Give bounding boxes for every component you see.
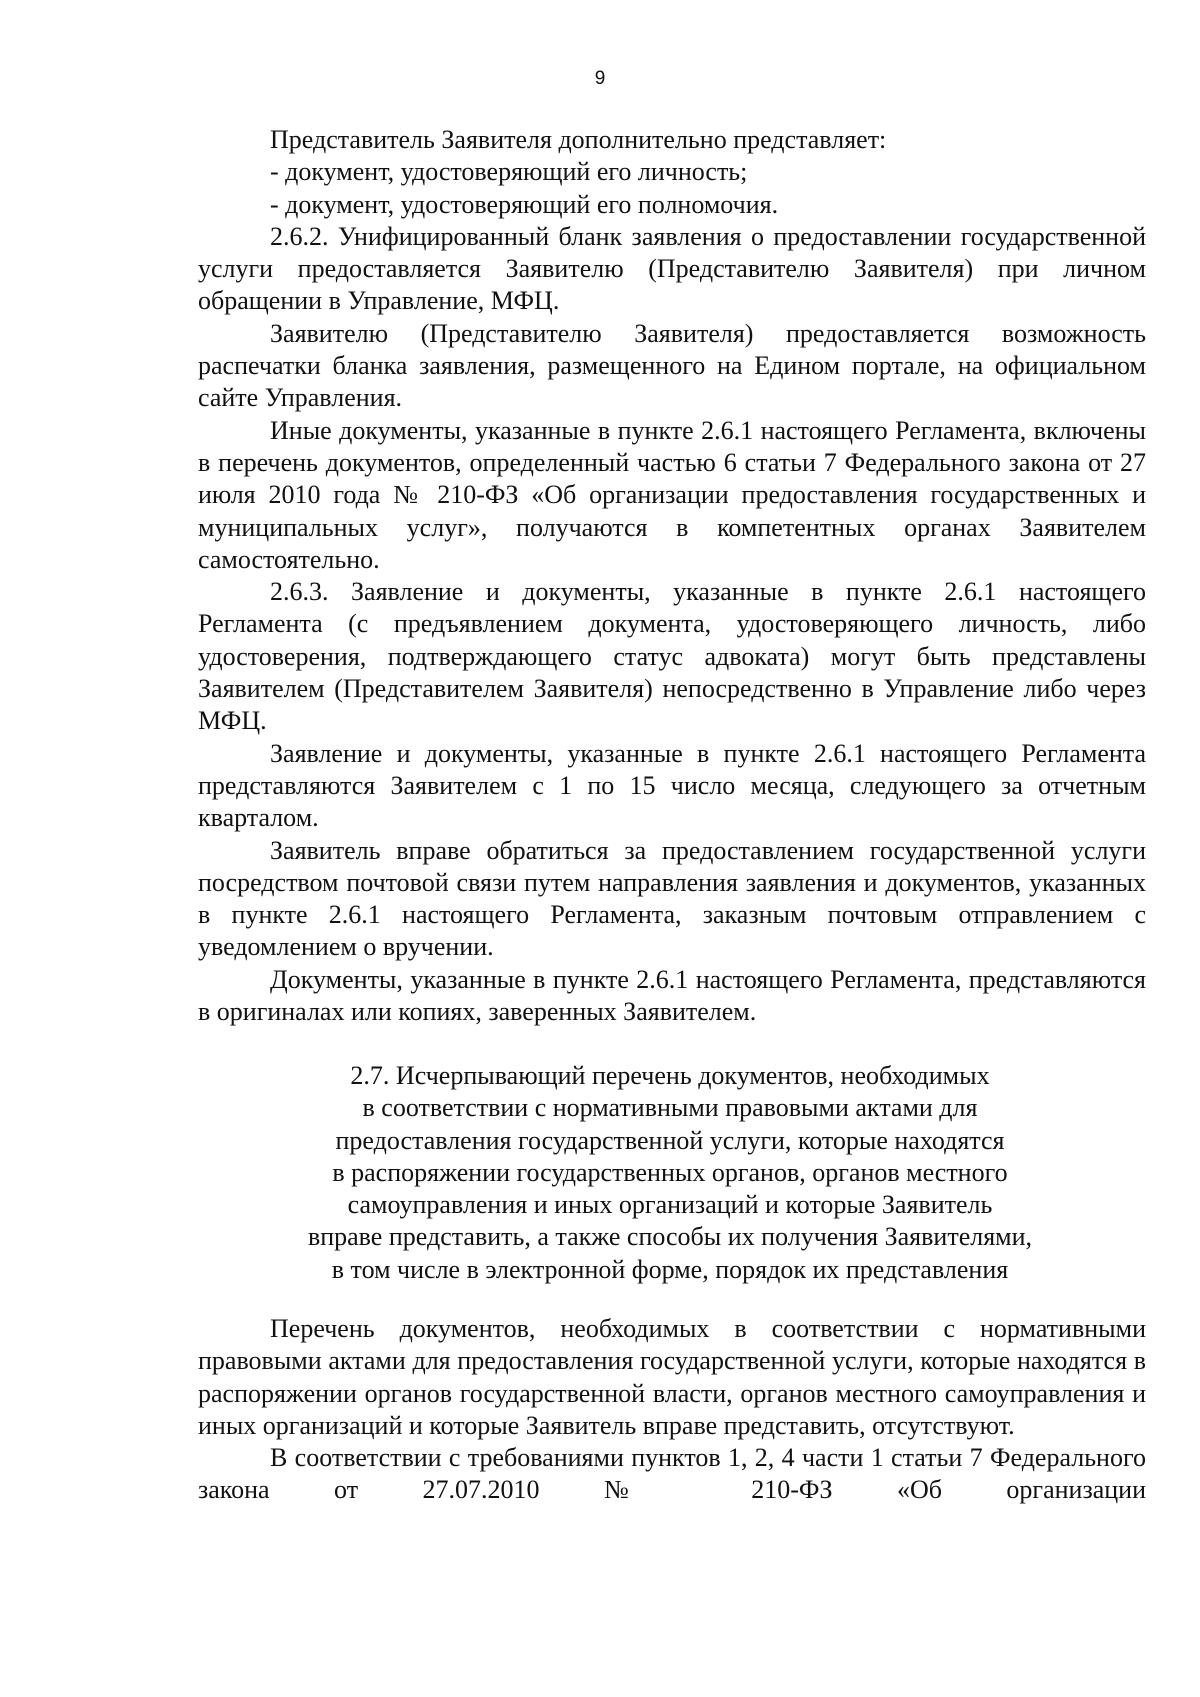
paragraph-submission-period: Заявление и документы, указанные в пункте 2.6.1 настоящего Регламента представляются Заявителем с 1 по 15 число месяца, следующего за отчетным кварталом. bbox=[198, 738, 1146, 833]
heading-line: 2.7. Исчерпывающий перечень документов, необходимых bbox=[350, 1061, 990, 1090]
paragraph-representative-provides: Представитель Заявителя дополнительно представляет: bbox=[270, 125, 887, 154]
list-item-identity-document: - документ, удостоверяющий его личность; bbox=[270, 157, 748, 187]
heading-line: самоуправления и иных организаций и которые Заявитель bbox=[347, 1190, 993, 1220]
heading-line: в соответствии с нормативными правовыми актами для bbox=[362, 1093, 978, 1123]
paragraph-2-6-2: 2.6.2. Унифицированный бланк заявления о предоставлении государственной услуги предоставляется Заявителю (Представителю Заявителя) при личном обращении в Управление, МФЦ. bbox=[198, 221, 1146, 316]
heading-line: вправе представить, а также способы их получения Заявителями, bbox=[307, 1222, 1033, 1252]
page-number: 9 bbox=[594, 68, 606, 89]
paragraph-requirements-article-7: В соответствии с требованиями пунктов 1, 2, 4 части 1 статьи 7 Федерального закона от 27.07.2010 № 210-ФЗ «Об организации bbox=[198, 1443, 1146, 1505]
paragraph-other-documents: Иные документы, указанные в пункте 2.6.1 настоящего Регламента, включены в перечень документов, определенный частью 6 статьи 7 Федерального закона от 27 июля 2010 года № 210-ФЗ «Об организации предоставления государственных и муниципальных услуг», получаются в компетентных органах Заявителем самостоятельно. bbox=[198, 415, 1146, 574]
paragraph-originals-or-copies: Документы, указанные в пункте 2.6.1 настоящего Регламента, представляются в оригиналах или копиях, заверенных Заявителем. bbox=[198, 964, 1146, 1027]
paragraph-2-6-3: 2.6.3. Заявление и документы, указанные в пункте 2.6.1 настоящего Регламента (с предъявлением документа, удостоверяющего личность, либо удостоверения, подтверждающего статус адвоката) могут быть представлены Заявителем (Представителем Заявителя) непосредственно в Управление либо через МФЦ. bbox=[198, 577, 1146, 736]
tail-text bbox=[198, 1313, 1146, 1507]
list-item-authority-document: - документ, удостоверяющий его полномочия. bbox=[270, 189, 779, 219]
paragraph-documents-list-absent: Перечень документов, необходимых в соответствии с нормативными правовыми актами для предоставления государственной услуги, которые находятся в распоряжении органов государственной власти, органов местного самоуправления и иных организаций и которые Заявитель вправе представить, отсутствуют. bbox=[198, 1314, 1146, 1440]
heading-line: в том числе в электронной форме, порядок их представления bbox=[331, 1254, 1009, 1284]
heading-line: в распоряжении государственных органов, органов местного bbox=[332, 1157, 1008, 1187]
heading-line: предоставления государственной услуги, которые находятся bbox=[335, 1125, 1005, 1155]
paragraph-blank-printing: Заявителю (Представителю Заявителя) предоставляется возможность распечатки бланка заявления, размещенного на Едином портале, на официальном сайте Управления. bbox=[198, 318, 1146, 413]
body-text bbox=[198, 124, 1146, 1028]
paragraph-postal-submission: Заявитель вправе обратиться за предоставлением государственной услуги посредством почтовой связи путем направления заявления и документов, указанных в пункте 2.6.1 настоящего Регламента, заказным почтовым отправлением с уведомлением о вручении. bbox=[198, 835, 1146, 962]
section-heading-2-7 bbox=[250, 1060, 1090, 1286]
